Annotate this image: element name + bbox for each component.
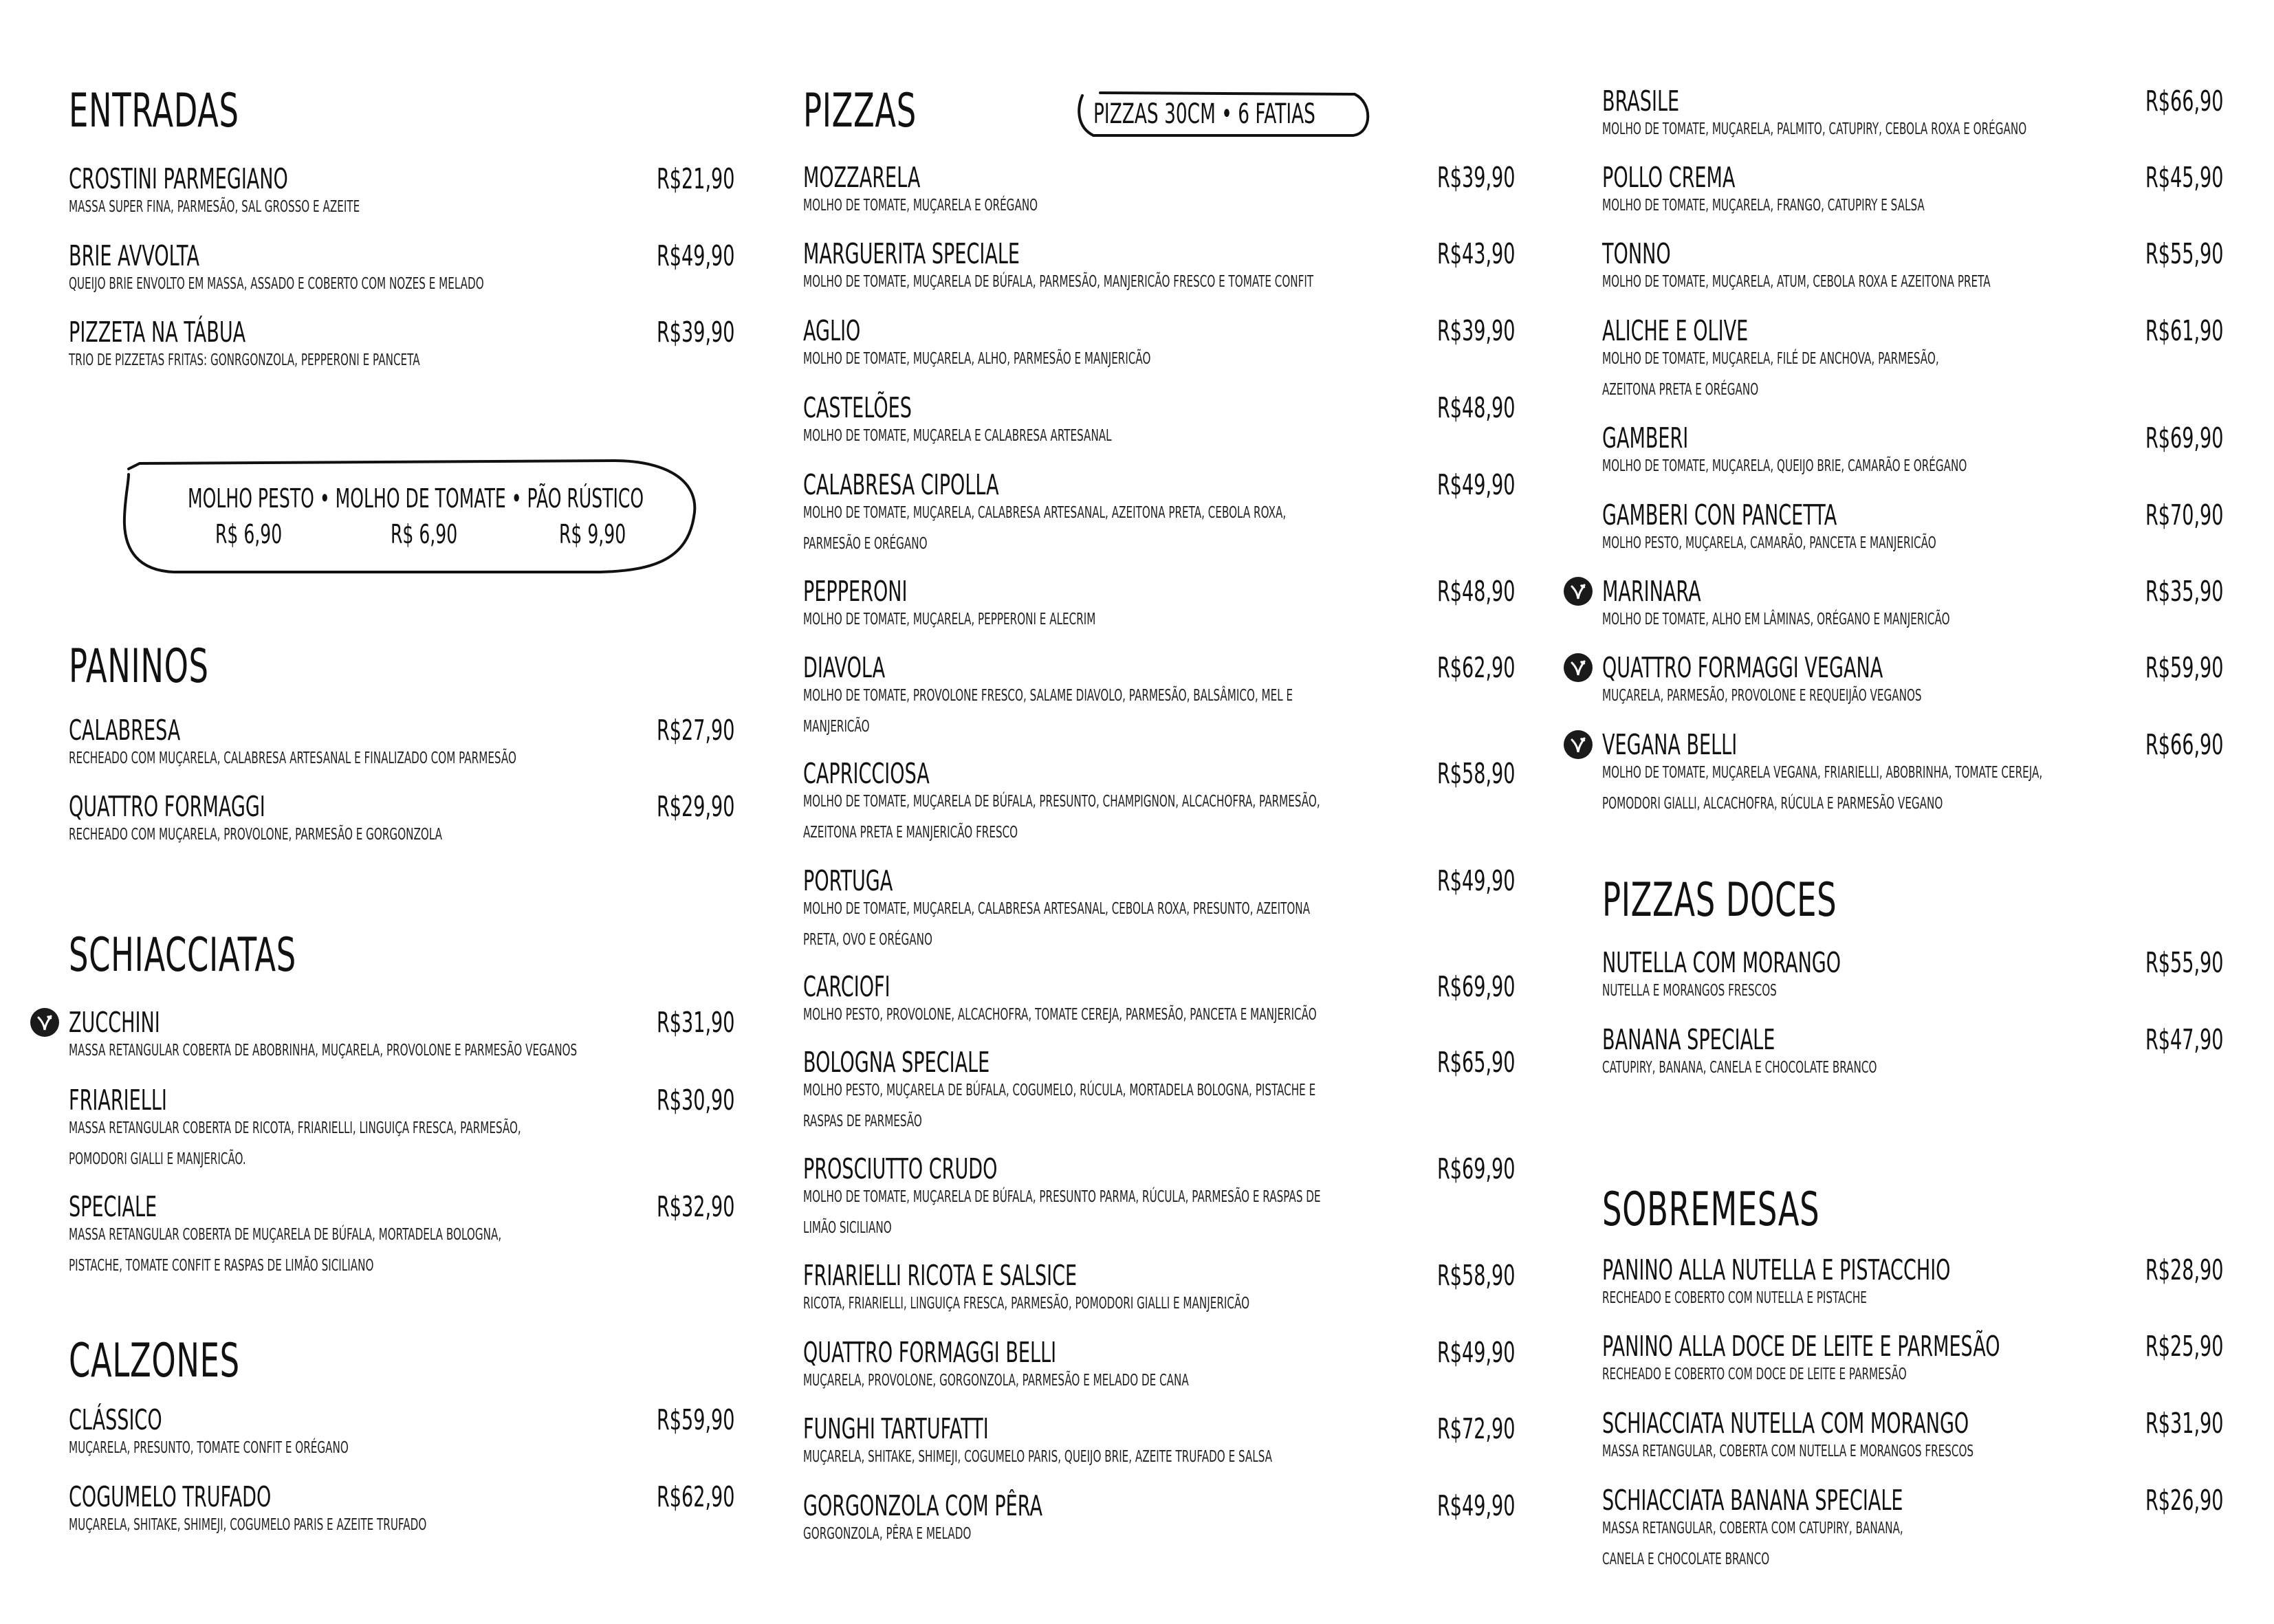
pizzas-title: PIZZAS — [803, 84, 917, 138]
item-description: PISTACHE, TOMATE CONFIT E RASPAS DE LIMÃO SICILIANO — [69, 1257, 374, 1275]
item-price: R$49,90 — [1437, 468, 1516, 501]
item-description: MOLHO DE TOMATE, MUÇARELA, QUEIJO BRIE, CAMARÃO E ORÉGANO — [1602, 457, 1967, 475]
item-name: SCHIACCIATA BANANA SPECIALE — [1602, 1484, 1903, 1517]
item-price: R$62,90 — [1437, 651, 1516, 684]
item-price: R$59,90 — [657, 1403, 735, 1436]
item-name: PIZZETA NA TÁBUA — [69, 316, 246, 349]
sobremesas-title: SOBREMESAS — [1602, 1183, 1820, 1237]
item-name: BRASILE — [1602, 85, 1680, 118]
item-description: MOLHO PESTO, MUÇARELA DE BÚFALA, COGUMELO, RÚCULA, MORTADELA BOLOGNA, PISTACHE E — [803, 1082, 1316, 1099]
item-description: MOLHO DE TOMATE, MUÇARELA, PALMITO, CATUPIRY, CEBOLA ROXA E ORÉGANO — [1602, 120, 2027, 138]
item-name: ZUCCHINI — [69, 1006, 160, 1039]
item-description: RECHEADO COM MUÇARELA, PROVOLONE, PARMESÃO E GORGONZOLA — [69, 826, 443, 844]
item-price: R$65,90 — [1437, 1046, 1516, 1079]
item-description: RICOTA, FRIARIELLI, LINGUIÇA FRESCA, PARMESÃO, POMODORI GIALLI E MANJERICÃO — [803, 1295, 1250, 1313]
item-description: MASSA RETANGULAR, COBERTA COM CATUPIRY, BANANA, — [1602, 1519, 1903, 1537]
item-description: PRETA, OVO E ORÉGANO — [803, 931, 932, 949]
item-name: SCHIACCIATA NUTELLA COM MORANGO — [1602, 1407, 1969, 1440]
item-price: R$31,90 — [657, 1006, 735, 1039]
calzones-title: CALZONES — [69, 1334, 240, 1388]
item-name: CASTELÕES — [803, 391, 912, 424]
item-description: MASSA SUPER FINA, PARMESÃO, SAL GROSSO E AZEITE — [69, 198, 360, 216]
item-price: R$61,90 — [2145, 314, 2224, 347]
item-name: SPECIALE — [69, 1190, 157, 1223]
item-name: COGUMELO TRUFADO — [69, 1480, 272, 1513]
item-price: R$25,90 — [2145, 1330, 2224, 1363]
item-description: MOLHO DE TOMATE, MUÇARELA VEGANA, FRIARIELLI, ABOBRINHA, TOMATE CEREJA, — [1602, 764, 2043, 782]
item-name: FRIARIELLI — [69, 1084, 167, 1117]
item-description: MOLHO DE TOMATE, MUÇARELA E CALABRESA ARTESANAL — [803, 427, 1112, 445]
item-name: NUTELLA COM MORANGO — [1602, 946, 1841, 979]
item-name: QUATTRO FORMAGGI — [69, 790, 265, 823]
item-price: R$66,90 — [2145, 85, 2224, 118]
item-description: MOLHO DE TOMATE, MUÇARELA, FILÉ DE ANCHOVA, PARMESÃO, — [1602, 350, 1939, 368]
item-name: CALABRESA CIPOLLA — [803, 468, 999, 501]
vegan-leaf-icon — [1564, 730, 1593, 759]
item-description: MOLHO DE TOMATE, MUÇARELA DE BÚFALA, PRESUNTO PARMA, RÚCULA, PARMESÃO E RASPAS DE — [803, 1188, 1321, 1206]
item-description: MUÇARELA, PRESUNTO, TOMATE CONFIT E ORÉGANO — [69, 1439, 349, 1457]
item-price: R$69,90 — [2145, 421, 2224, 454]
item-name: MARGUERITA SPECIALE — [803, 237, 1020, 270]
item-description: CANELA E CHOCOLATE BRANCO — [1602, 1550, 1770, 1568]
item-price: R$55,90 — [2145, 946, 2224, 979]
item-name: QUATTRO FORMAGGI VEGANA — [1602, 651, 1883, 684]
item-price: R$69,90 — [1437, 1152, 1516, 1185]
item-description: MASSA RETANGULAR, COBERTA COM NUTELLA E MORANGOS FRESCOS — [1602, 1442, 1974, 1460]
item-name: GORGONZOLA COM PÊRA — [803, 1489, 1043, 1522]
item-name: AGLIO — [803, 314, 861, 347]
item-description: MOLHO DE TOMATE, MUÇARELA, FRANGO, CATUPIRY E SALSA — [1602, 197, 1925, 215]
schiacciatas-title: SCHIACCIATAS — [69, 928, 296, 983]
item-price: R$70,90 — [2145, 498, 2224, 531]
item-price: R$55,90 — [2145, 237, 2224, 270]
item-description: AZEITONA PRETA E ORÉGANO — [1602, 381, 1759, 399]
item-description: MUÇARELA, SHITAKE, SHIMEJI, COGUMELO PARIS E AZEITE TRUFADO — [69, 1516, 427, 1534]
item-description: MOLHO DE TOMATE, MUÇARELA E ORÉGANO — [803, 197, 1038, 215]
item-name: CLÁSSICO — [69, 1403, 162, 1436]
item-name: TONNO — [1602, 237, 1671, 270]
item-description: QUEIJO BRIE ENVOLTO EM MASSA, ASSADO E COBERTO COM NOZES E MELADO — [69, 275, 484, 293]
item-description: POMODORI GIALLI E MANJERICÃO. — [69, 1150, 246, 1168]
item-description: MASSA RETANGULAR COBERTA DE MUÇARELA DE BÚFALA, MORTADELA BOLOGNA, — [69, 1226, 502, 1244]
item-description: AZEITONA PRETA E MANJERICÃO FRESCO — [803, 824, 1018, 842]
item-description: MANJERICÃO — [803, 718, 870, 736]
item-description: GORGONZOLA, PÊRA E MELADO — [803, 1525, 972, 1543]
item-description: MOLHO DE TOMATE, MUÇARELA, ALHO, PARMESÃO E MANJERICÃO — [803, 350, 1151, 368]
item-description: MASSA RETANGULAR COBERTA DE RICOTA, FRIARIELLI, LINGUIÇA FRESCA, PARMESÃO, — [69, 1119, 521, 1137]
item-description: RECHEADO E COBERTO COM DOCE DE LEITE E PARMESÃO — [1602, 1365, 1907, 1383]
item-description: MUÇARELA, PARMESÃO, PROVOLONE E REQUEIJÃO VEGANOS — [1602, 687, 1922, 705]
vegan-leaf-icon — [1564, 653, 1593, 682]
item-name: PROSCIUTTO CRUDO — [803, 1152, 998, 1185]
item-description: MUÇARELA, SHITAKE, SHIMEJI, COGUMELO PARIS, QUEIJO BRIE, AZEITE TRUFADO E SALSA — [803, 1448, 1273, 1466]
item-name: CALABRESA — [69, 714, 181, 747]
item-price: R$39,90 — [657, 316, 735, 349]
item-price: R$58,90 — [1437, 757, 1516, 790]
sauces-names: MOLHO PESTO • MOLHO DE TOMATE • PÃO RÚSTICO — [188, 483, 644, 514]
item-price: R$48,90 — [1437, 575, 1516, 608]
sauce-price-pesto: R$ 6,90 — [215, 519, 283, 549]
item-name: MARINARA — [1602, 575, 1701, 608]
item-description: POMODORI GIALLI, ALCACHOFRA, RÚCULA E PARMESÃO VEGANO — [1602, 795, 1943, 813]
item-name: DIAVOLA — [803, 651, 886, 684]
item-description: MOLHO DE TOMATE, MUÇARELA, CALABRESA ARTESANAL, AZEITONA PRETA, CEBOLA ROXA, — [803, 504, 1287, 522]
item-price: R$59,90 — [2145, 651, 2224, 684]
item-price: R$30,90 — [657, 1084, 735, 1117]
vegan-leaf-icon — [30, 1008, 59, 1037]
item-price: R$49,90 — [657, 239, 735, 272]
item-description: MOLHO DE TOMATE, MUÇARELA, ATUM, CEBOLA ROXA E AZEITONA PRETA — [1602, 273, 1991, 291]
item-name: ALICHE E OLIVE — [1602, 314, 1749, 347]
item-price: R$49,90 — [1437, 1489, 1516, 1522]
item-description: RASPAS DE PARMESÃO — [803, 1112, 922, 1130]
item-description: MOLHO PESTO, MUÇARELA, CAMARÃO, PANCETA E MANJERICÃO — [1602, 534, 1936, 552]
item-price: R$45,90 — [2145, 161, 2224, 194]
item-name: POLLO CREMA — [1602, 161, 1736, 194]
item-price: R$27,90 — [657, 714, 735, 747]
sauces-outline — [119, 455, 701, 579]
item-name: PANINO ALLA NUTELLA E PISTACCHIO — [1602, 1253, 1951, 1286]
item-name: CROSTINI PARMEGIANO — [69, 162, 288, 195]
item-description: LIMÃO SICILIANO — [803, 1219, 892, 1237]
item-description: MOLHO DE TOMATE, ALHO EM LÂMINAS, ORÉGANO E MANJERICÃO — [1602, 611, 1950, 628]
item-description: MASSA RETANGULAR COBERTA DE ABOBRINHA, MUÇARELA, PROVOLONE E PARMESÃO VEGANOS — [69, 1042, 578, 1060]
item-description: MOLHO DE TOMATE, MUÇARELA, CALABRESA ARTESANAL, CEBOLA ROXA, PRESUNTO, AZEITONA — [803, 900, 1311, 918]
item-name: VEGANA BELLI — [1602, 728, 1738, 761]
item-description: RECHEADO E COBERTO COM NUTELLA E PISTACHE — [1602, 1289, 1867, 1307]
sauce-price-tomate: R$ 6,90 — [391, 519, 458, 549]
item-description: MOLHO DE TOMATE, MUÇARELA, PEPPERONI E ALECRIM — [803, 611, 1096, 628]
item-name: CARCIOFI — [803, 970, 890, 1003]
item-description: TRIO DE PIZZETAS FRITAS: GONRGONZOLA, PEPPERONI E PANCETA — [69, 351, 420, 369]
entradas-title: ENTRADAS — [69, 84, 239, 138]
pizzas-doces-title: PIZZAS DOCES — [1602, 873, 1837, 928]
item-price: R$21,90 — [657, 162, 735, 195]
paninos-title: PANINOS — [69, 639, 209, 694]
item-description: MOLHO DE TOMATE, PROVOLONE FRESCO, SALAME DIAVOLO, PARMESÃO, BALSÂMICO, MEL E — [803, 687, 1293, 705]
item-price: R$39,90 — [1437, 161, 1516, 194]
item-name: GAMBERI CON PANCETTA — [1602, 498, 1837, 531]
item-description: MOLHO DE TOMATE, MUÇARELA DE BÚFALA, PRESUNTO, CHAMPIGNON, ALCACHOFRA, PARMESÃO, — [803, 793, 1320, 811]
item-description: CATUPIRY, BANANA, CANELA E CHOCOLATE BRANCO — [1602, 1059, 1877, 1077]
item-price: R$43,90 — [1437, 237, 1516, 270]
badge-label: PIZZAS 30CM • 6 FATIAS — [1093, 98, 1315, 130]
sauce-price-pao: R$ 9,90 — [559, 519, 626, 549]
item-price: R$29,90 — [657, 790, 735, 823]
item-description: MOLHO PESTO, PROVOLONE, ALCACHOFRA, TOMATE CEREJA, PARMESÃO, PANCETA E MANJERICÃO — [803, 1006, 1317, 1024]
item-description: MOLHO DE TOMATE, MUÇARELA DE BÚFALA, PARMESÃO, MANJERICÃO FRESCO E TOMATE CONFIT — [803, 273, 1314, 291]
item-price: R$49,90 — [1437, 864, 1516, 897]
pizza-size-badge — [1073, 87, 1375, 142]
item-price: R$66,90 — [2145, 728, 2224, 761]
item-description: RECHEADO COM MUÇARELA, CALABRESA ARTESANAL E FINALIZADO COM PARMESÃO — [69, 749, 516, 767]
item-price: R$62,90 — [657, 1480, 735, 1513]
item-price: R$72,90 — [1437, 1412, 1516, 1445]
item-price: R$26,90 — [2145, 1484, 2224, 1517]
item-name: PANINO ALLA DOCE DE LEITE E PARMESÃO — [1602, 1330, 2000, 1363]
item-name: FUNGHI TARTUFATTI — [803, 1412, 989, 1445]
item-price: R$28,90 — [2145, 1253, 2224, 1286]
item-name: QUATTRO FORMAGGI BELLI — [803, 1336, 1057, 1369]
item-name: BRIE AVVOLTA — [69, 239, 199, 272]
item-name: MOZZARELA — [803, 161, 921, 194]
item-price: R$39,90 — [1437, 314, 1516, 347]
sauces-box — [119, 455, 701, 579]
item-name: PORTUGA — [803, 864, 893, 897]
item-price: R$31,90 — [2145, 1407, 2224, 1440]
item-name: GAMBERI — [1602, 421, 1689, 454]
item-name: FRIARIELLI RICOTA E SALSICE — [803, 1259, 1078, 1292]
item-name: BOLOGNA SPECIALE — [803, 1046, 990, 1079]
item-price: R$48,90 — [1437, 391, 1516, 424]
item-price: R$58,90 — [1437, 1259, 1516, 1292]
item-price: R$32,90 — [657, 1190, 735, 1223]
item-price: R$35,90 — [2145, 575, 2224, 608]
item-name: CAPRICCIOSA — [803, 757, 930, 790]
vegan-leaf-icon — [1564, 577, 1593, 606]
item-description: MUÇARELA, PROVOLONE, GORGONZOLA, PARMESÃO E MELADO DE CANA — [803, 1372, 1189, 1390]
item-price: R$47,90 — [2145, 1023, 2224, 1056]
item-name: BANANA SPECIALE — [1602, 1023, 1775, 1056]
item-description: PARMESÃO E ORÉGANO — [803, 535, 928, 553]
item-description: NUTELLA E MORANGOS FRESCOS — [1602, 982, 1777, 1000]
item-price: R$49,90 — [1437, 1336, 1516, 1369]
item-price: R$69,90 — [1437, 970, 1516, 1003]
item-name: PEPPERONI — [803, 575, 908, 608]
